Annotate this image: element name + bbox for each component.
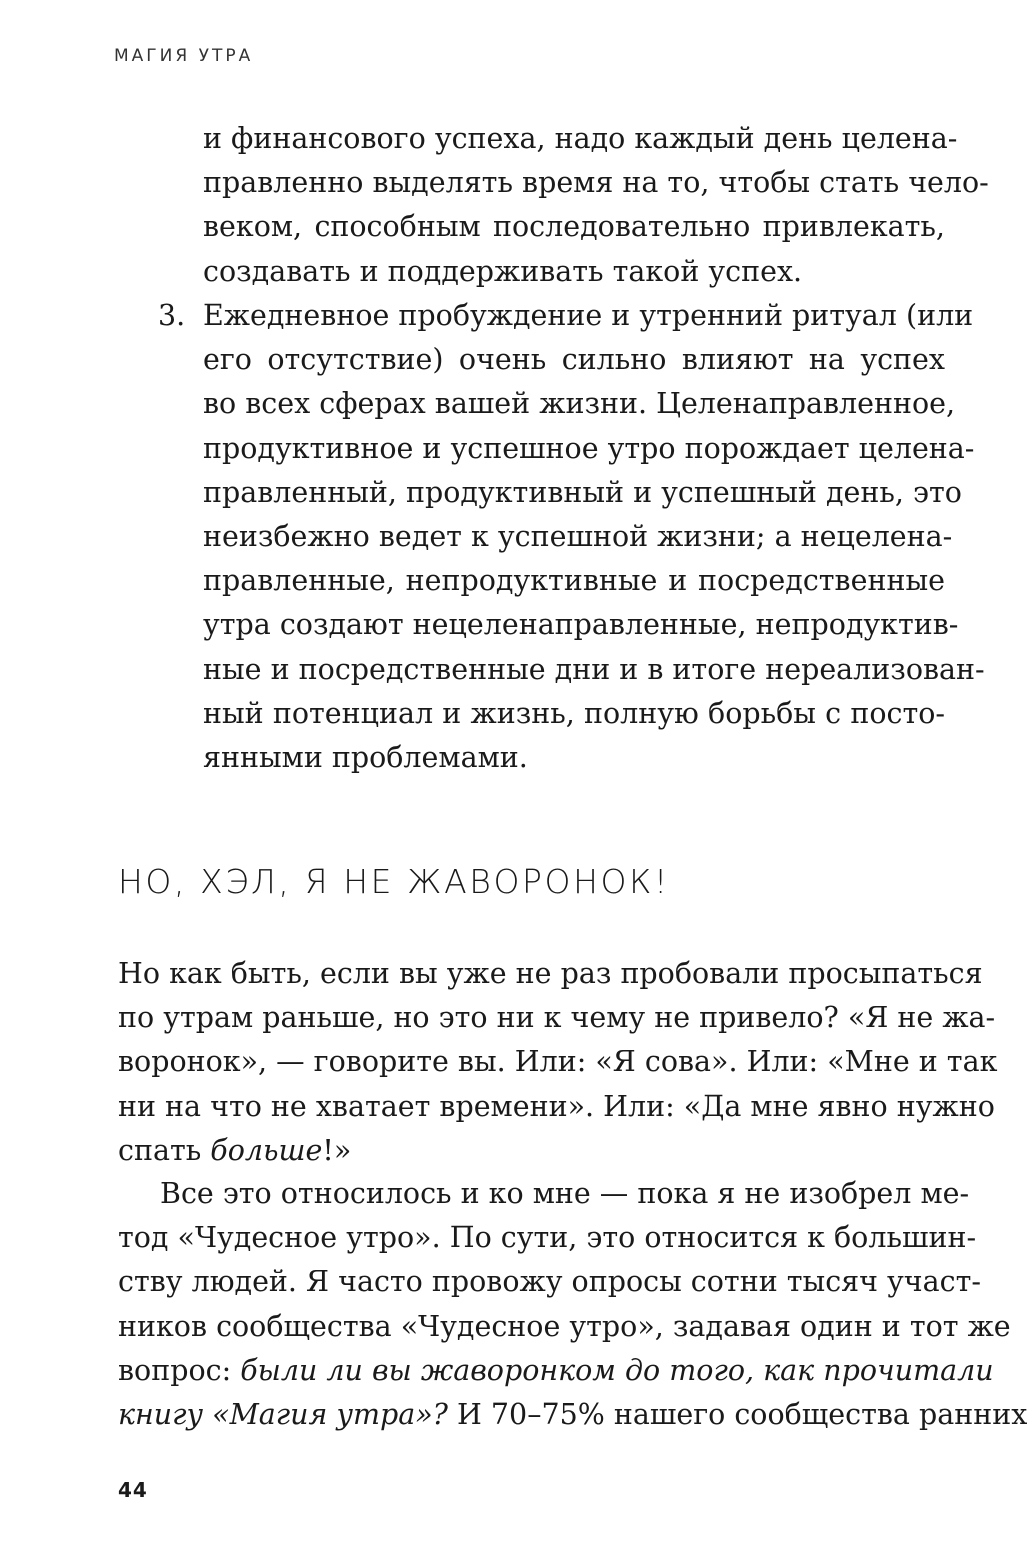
text-line: во всех сферах вашей жизни. Целенаправленное, <box>203 387 956 421</box>
text-run: !» <box>322 1133 352 1167</box>
text-line: Но как быть, если вы уже не раз пробовали просыпаться <box>118 957 983 990</box>
text-line: правленные, непродуктивные и посредственные <box>203 564 945 598</box>
text-line: правленно выделять время на то, чтобы стать чело- <box>203 166 989 200</box>
text-line: Ежедневное пробуждение и утренний ритуал (или <box>203 299 974 332</box>
text-line: утра создают нецеленаправленные, непродуктив- <box>203 608 959 642</box>
text-line: правленный, продуктивный и успешный день, это <box>203 475 962 509</box>
text-line: его отсутствие) очень сильно влияют на успех <box>203 343 945 377</box>
text-line: ный потенциал и жизнь, полную борьбы с посто- <box>203 696 945 730</box>
text-line <box>118 1349 994 1393</box>
text-line: тод «Чудесное утро». По сути, это относится к большин- <box>118 1221 977 1255</box>
text-line: янными проблемами. <box>203 740 528 774</box>
text-line: ству людей. Я часто провожу опросы сотни тысяч участ- <box>118 1265 982 1299</box>
paragraph-1 <box>118 952 998 1173</box>
text-line: создавать и поддерживать такой успех. <box>203 254 803 288</box>
text-line: продуктивное и успешное утро порождает целена- <box>203 431 975 465</box>
text-run: И 70–75% нашего сообщества ранних <box>447 1397 1027 1431</box>
list-item-body <box>203 294 985 780</box>
text-line: и финансового успеха, надо каждый день целена- <box>203 122 958 155</box>
emphasis-text: были ли вы жаворонком до того, как прочитали <box>240 1353 994 1387</box>
text-line: воронок», — говорите вы. Или: «Я сова». Или: «Мне и так <box>118 1045 998 1079</box>
text-line: неизбежно ведет к успешной жизни; а нецелена- <box>203 519 953 553</box>
text-run: вопрос: <box>118 1353 241 1387</box>
text-line: веком, способным последовательно привлекать, <box>203 210 945 244</box>
section-heading: НО, ХЭЛ, Я НЕ ЖАВОРОНОК! <box>118 862 670 901</box>
paragraph-2 <box>118 1172 1027 1437</box>
emphasis-text: книгу «Магия утра»? <box>118 1397 448 1431</box>
list-item-continuation <box>203 117 989 294</box>
text-line <box>118 1129 944 1173</box>
text-run: спать <box>118 1133 211 1167</box>
text-line: ные и посредственные дни и в итоге нереализован- <box>203 652 985 686</box>
text-line <box>118 1393 1027 1437</box>
text-line: Все это относилось и ко мне — пока я не изобрел ме- <box>160 1177 970 1210</box>
running-title: МАГИЯ УТРА <box>114 46 254 66</box>
text-line: по утрам раньше, но это ни к чему не привело? «Я не жа- <box>118 1001 996 1035</box>
text-line: ни на что не хватает времени». Или: «Да мне явно нужно <box>118 1089 995 1123</box>
page-number: 44 <box>118 1478 148 1502</box>
list-number: 3. <box>158 299 186 332</box>
text-line: ников сообщества «Чудесное утро», задавая один и тот же <box>118 1309 1011 1343</box>
emphasis-text: больше <box>210 1133 323 1167</box>
